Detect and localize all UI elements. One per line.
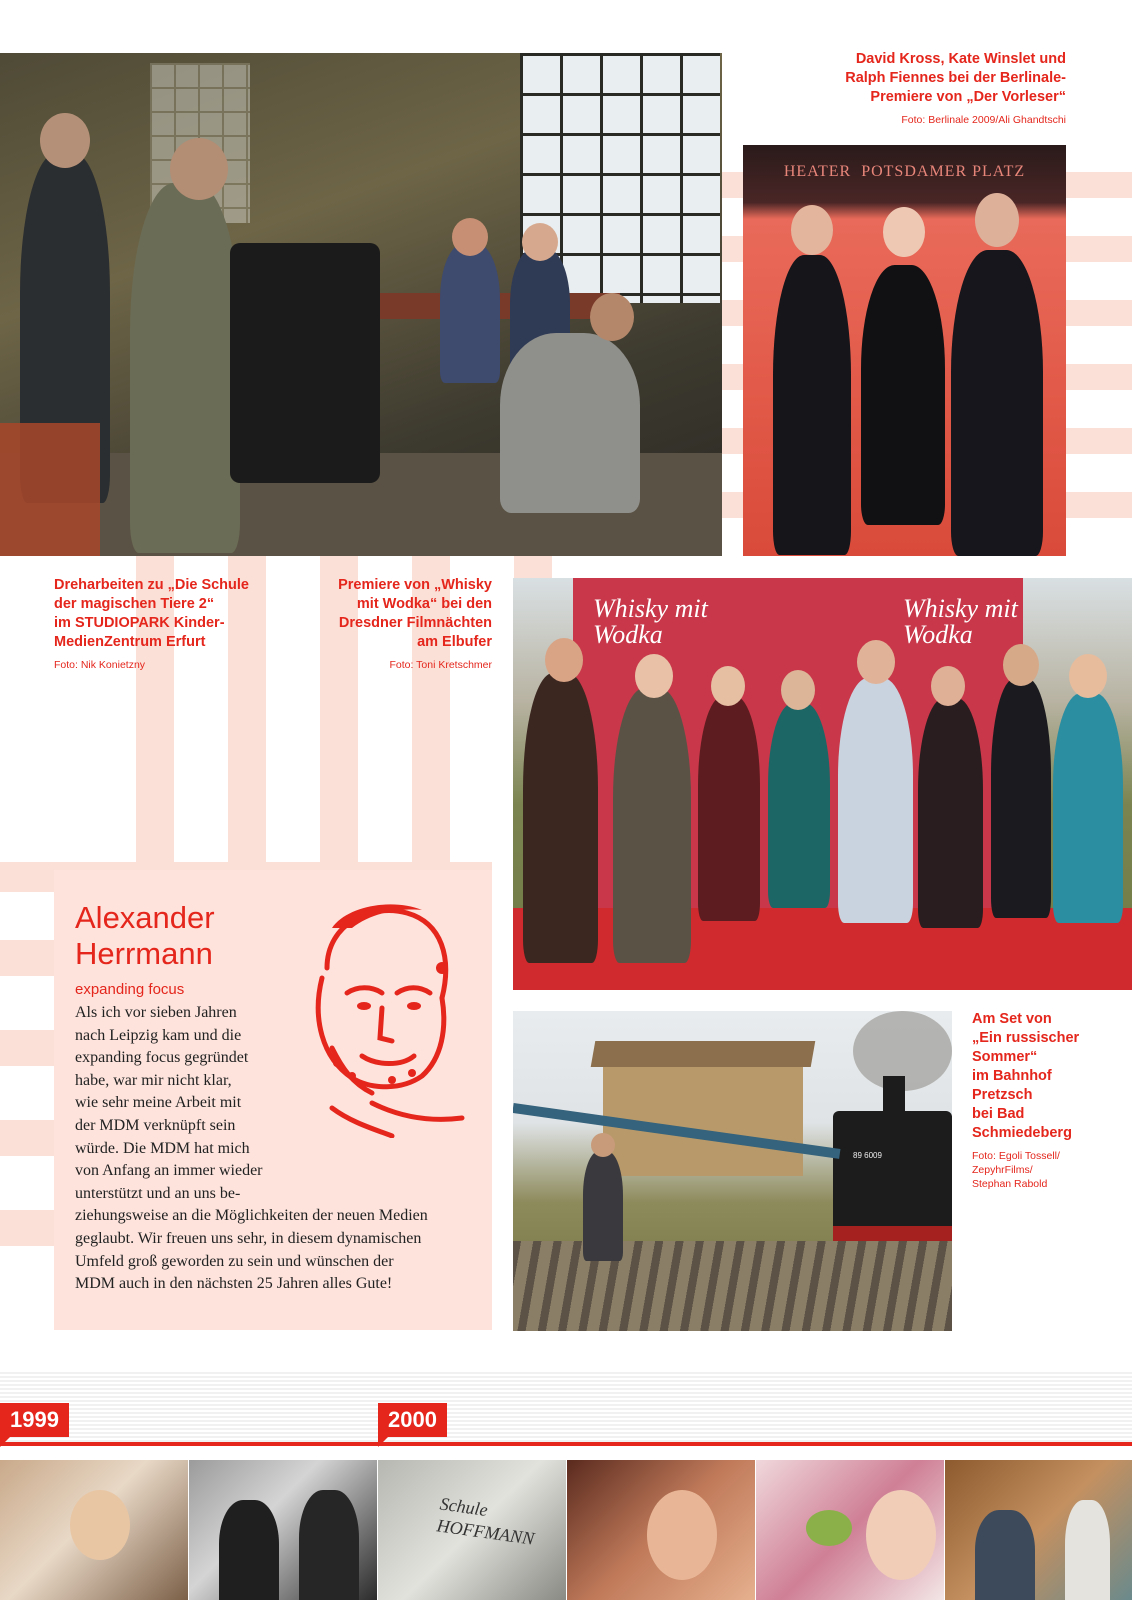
bio-line: MDM auch in den nächsten 25 Jahren alles Gute! — [75, 1275, 393, 1293]
caption-title-line: Premiere von „Whisky — [338, 577, 492, 593]
caption-title-line: Dresdner Filmnächten — [338, 615, 492, 631]
head — [866, 1490, 936, 1580]
head — [711, 666, 745, 706]
person — [1065, 1500, 1110, 1600]
school-desk — [380, 293, 620, 319]
caption-title-line: MedienZentrum Erfurt — [54, 634, 206, 650]
child-head — [452, 218, 488, 256]
head — [635, 654, 673, 698]
decor-stripe — [0, 1030, 54, 1066]
bio-name-line: Herrmann — [75, 936, 213, 971]
caption-title-line: David Kross, Kate Winslet und — [855, 51, 1066, 67]
caption-whisky — [262, 576, 492, 672]
frog — [806, 1510, 852, 1546]
film-still — [0, 1460, 188, 1600]
camera-operator — [130, 183, 240, 553]
photo-whisky-premiere — [513, 578, 1132, 990]
head — [1069, 654, 1107, 698]
timeline-texture — [0, 1372, 1132, 1442]
guest — [991, 678, 1051, 918]
whisky-logo-left: Whisky mit Wodka — [593, 594, 708, 649]
caption-title-line: bei Bad — [972, 1106, 1025, 1122]
bio-text — [75, 1002, 485, 1296]
bio-line: expanding focus gegründet — [75, 1049, 249, 1067]
bio-line: unterstützt und an uns be- — [75, 1184, 241, 1202]
caption-credit — [972, 1149, 1122, 1191]
bio-line: der MDM verknüpft sein — [75, 1116, 236, 1134]
caption-title-line: Schmiedeberg — [972, 1125, 1072, 1141]
person — [975, 1510, 1035, 1600]
crew-head — [590, 293, 634, 341]
bio-company: expanding focus — [75, 981, 185, 998]
crew-head — [40, 113, 90, 168]
decor-stripe — [0, 1120, 54, 1156]
guest — [838, 678, 913, 923]
caption-credit-line: Stephan Rabold — [972, 1178, 1048, 1190]
caption-berlinale — [760, 50, 1066, 127]
guest — [613, 688, 691, 963]
caption-credit: Foto: Nik Konietzny — [54, 659, 146, 671]
bio-line: habe, war mir nicht klar, — [75, 1071, 232, 1089]
caption-title-line: mit Wodka“ bei den — [356, 596, 492, 612]
operator-head — [170, 138, 228, 200]
head — [883, 207, 925, 257]
crew-member — [583, 1151, 623, 1261]
head — [975, 193, 1019, 247]
bio-box — [54, 870, 492, 1330]
caption-title-line: am Elbufer — [417, 634, 492, 650]
theater-banner-text: HEATER POTSDAMER PLATZ — [783, 163, 1026, 180]
bio-line: von Anfang an immer wieder — [75, 1162, 263, 1180]
caption-credit: Foto: Toni Kretschmer — [389, 659, 492, 671]
film-still — [567, 1460, 755, 1600]
film-still — [378, 1460, 566, 1600]
guest — [768, 703, 830, 908]
bio-line: Umfeld groß geworden zu sein und wünschen der — [75, 1252, 394, 1270]
red-carpet — [513, 908, 1132, 990]
caption-credit: Foto: Berlinale 2009/Ali Ghandtschi — [901, 114, 1066, 126]
caption-title-line: der magischen Tiere 2“ — [54, 596, 215, 612]
caption-schule — [54, 576, 294, 672]
station-roof — [591, 1041, 816, 1067]
person — [299, 1490, 359, 1600]
bio-line: würde. Die MDM hat mich — [75, 1139, 250, 1157]
guest — [523, 673, 598, 963]
head — [857, 640, 895, 684]
bio-name — [75, 900, 215, 972]
bio-line: wie sehr meine Arbeit mit — [75, 1094, 242, 1112]
head — [70, 1490, 130, 1560]
caption-sommer — [972, 1010, 1122, 1191]
bio-line: geglaubt. Wir freuen uns sehr, in diesem dynamischen — [75, 1229, 422, 1247]
person-ralph-fiennes — [951, 250, 1043, 556]
caption-credit-line: ZepyhrFilms/ — [972, 1164, 1033, 1176]
head — [545, 638, 583, 682]
person — [219, 1500, 279, 1600]
bio-line: nach Leipzig kam und die — [75, 1026, 242, 1044]
camera-rig — [230, 243, 380, 483]
caption-title-line: im Bahnhof — [972, 1068, 1052, 1084]
photo-russischer-sommer-set — [513, 1011, 952, 1331]
caption-title-line: Dreharbeiten zu „Die Schule — [54, 577, 249, 593]
head — [1003, 644, 1039, 686]
bio-line: Als ich vor sieben Jahren — [75, 1004, 237, 1021]
chair — [0, 423, 100, 556]
school-sign-text: Schule HOFFMANN — [435, 1493, 536, 1549]
head — [781, 670, 815, 710]
decor-stripe — [514, 556, 552, 578]
crew-kneeling — [500, 333, 640, 513]
guest — [1053, 693, 1123, 923]
whisky-logo-right: Whisky mit Wodka — [903, 594, 1018, 649]
film-still — [189, 1460, 377, 1600]
caption-credit-line: Foto: Egoli Tossell/ — [972, 1150, 1060, 1162]
locomotive-chimney — [883, 1076, 905, 1116]
station-building — [603, 1056, 803, 1176]
caption-title-line: Pretzsch — [972, 1087, 1033, 1103]
caption-title-line: Am Set von — [972, 1011, 1052, 1027]
decor-stripe — [0, 1210, 54, 1246]
bio-name-line: Alexander — [75, 900, 215, 935]
caption-title-line: im STUDIOPARK Kinder- — [54, 615, 225, 631]
head — [591, 1133, 615, 1157]
person-kate-winslet — [861, 265, 945, 525]
caption-title-line: Ralph Fiennes bei der Berlinale- — [845, 70, 1066, 86]
child-actor — [440, 243, 500, 383]
head — [931, 666, 965, 706]
head — [791, 205, 833, 255]
rail-track — [513, 1241, 952, 1331]
timeline-year-2000: 2000 — [378, 1403, 447, 1437]
caption-title-line: Sommer“ — [972, 1049, 1038, 1065]
locomotive-number: 89 6009 — [853, 1151, 882, 1160]
head — [647, 1490, 717, 1580]
person-david-kross — [773, 255, 851, 555]
timeline-rule — [0, 1442, 1132, 1446]
guest — [918, 698, 983, 928]
bio-line: ziehungsweise an die Möglichkeiten der neuen Medien — [75, 1207, 428, 1225]
timeline-year-1999: 1999 — [0, 1403, 69, 1437]
guest — [698, 696, 760, 921]
film-still — [756, 1460, 944, 1600]
child-head — [522, 223, 558, 261]
caption-title-line: „Ein russischer — [972, 1030, 1080, 1046]
photo-film-set-schule — [0, 53, 722, 556]
film-still — [945, 1460, 1132, 1600]
decor-stripe — [0, 940, 54, 976]
photo-berlinale-red-carpet — [743, 145, 1066, 556]
caption-title-line: Premiere von „Der Vorleser“ — [870, 89, 1066, 105]
